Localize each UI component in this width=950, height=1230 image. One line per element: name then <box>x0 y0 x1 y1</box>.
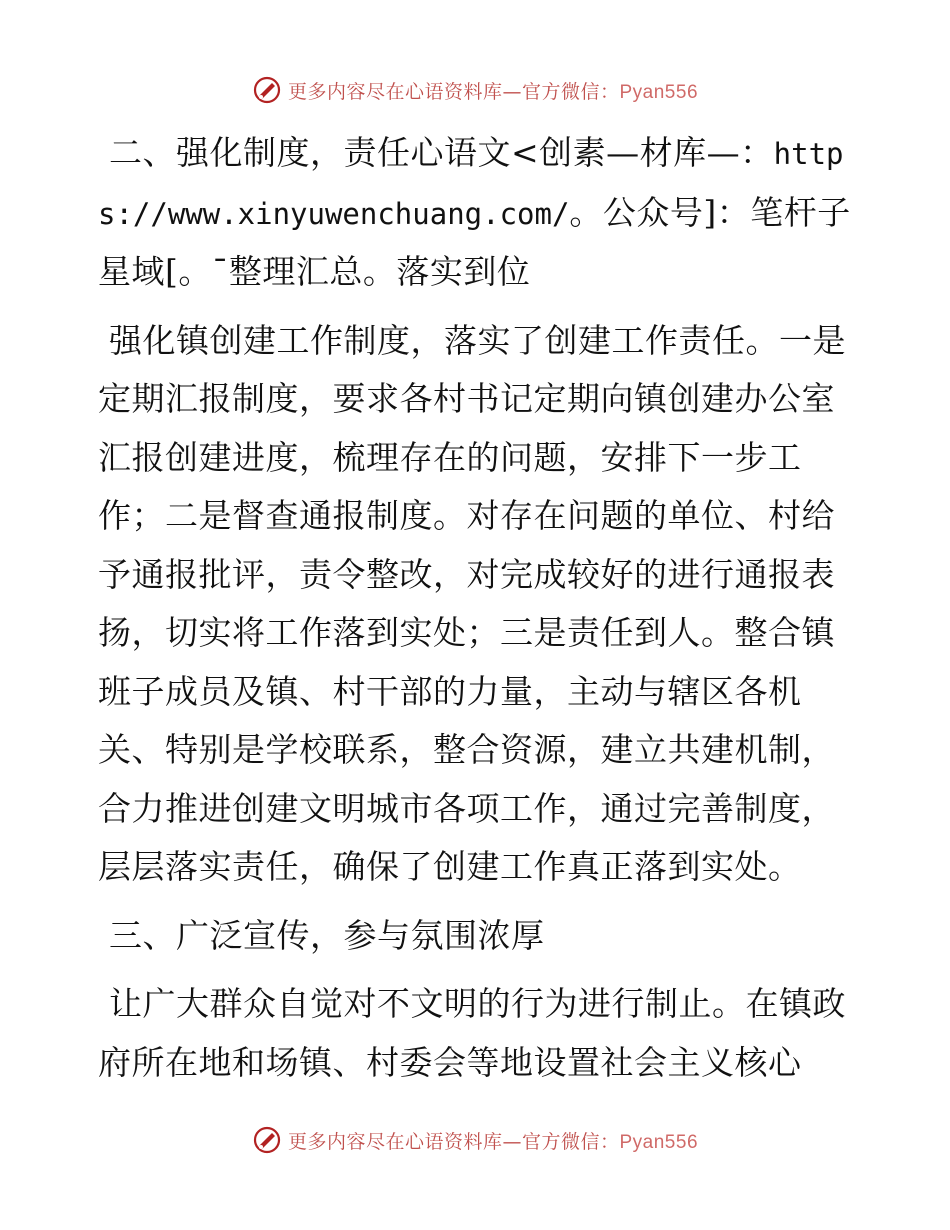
heading-two-text: 二、强化制度，责任心语文<创素—材库—： <box>98 133 774 172</box>
watermark-handle: Pyan556 <box>619 81 699 103</box>
heading-two-tail: 。公众号]：笔杆子星域[。¯整理汇总。落实到位 <box>98 192 851 291</box>
paragraph-two: 强化镇创建工作制度，落实了创建工作责任。一是定期汇报制度，要求各村书记定期向镇创建办公室汇报创建进度，梳理存在的问题，安排下一步工作；二是督查通报制度。对存在问题的单位、村给予通报批评，责令整改，对完成较好的进行通报表扬，切实将工作落到实处；三是责任到人。整合镇班子成员及镇、村干部的力量，主动与辖区各机关、特别是学校联系，整合资源，建立共建机制，合力推进创建文明城市各项工作，通过完善制度，层层落实责任，确保了创建工作真正落到实处。 <box>98 320 846 886</box>
document-body <box>98 124 858 1092</box>
watermark-text: 更多内容尽在心语资料库—官方微信：Pyan556 <box>287 80 699 103</box>
watermark-text: 更多内容尽在心语资料库—官方微信：Pyan556 <box>287 1130 699 1153</box>
watermark-handle: Pyan556 <box>619 1131 699 1153</box>
footer-watermark <box>0 1120 950 1160</box>
source-url-text: https://www.xinyuwenchuang.com/ <box>98 137 844 231</box>
brand-logo-icon <box>252 75 282 105</box>
section-heading-three: 三、广泛宣传，参与氛围浓厚 <box>98 915 545 955</box>
header-watermark <box>0 70 950 110</box>
section-heading-two <box>98 124 858 302</box>
brand-logo-icon <box>252 1125 282 1155</box>
paragraph-three: 让广大群众自觉对不文明的行为进行制止。在镇政府所在地和场镇、村委会等地设置社会主义核心 <box>98 984 846 1082</box>
